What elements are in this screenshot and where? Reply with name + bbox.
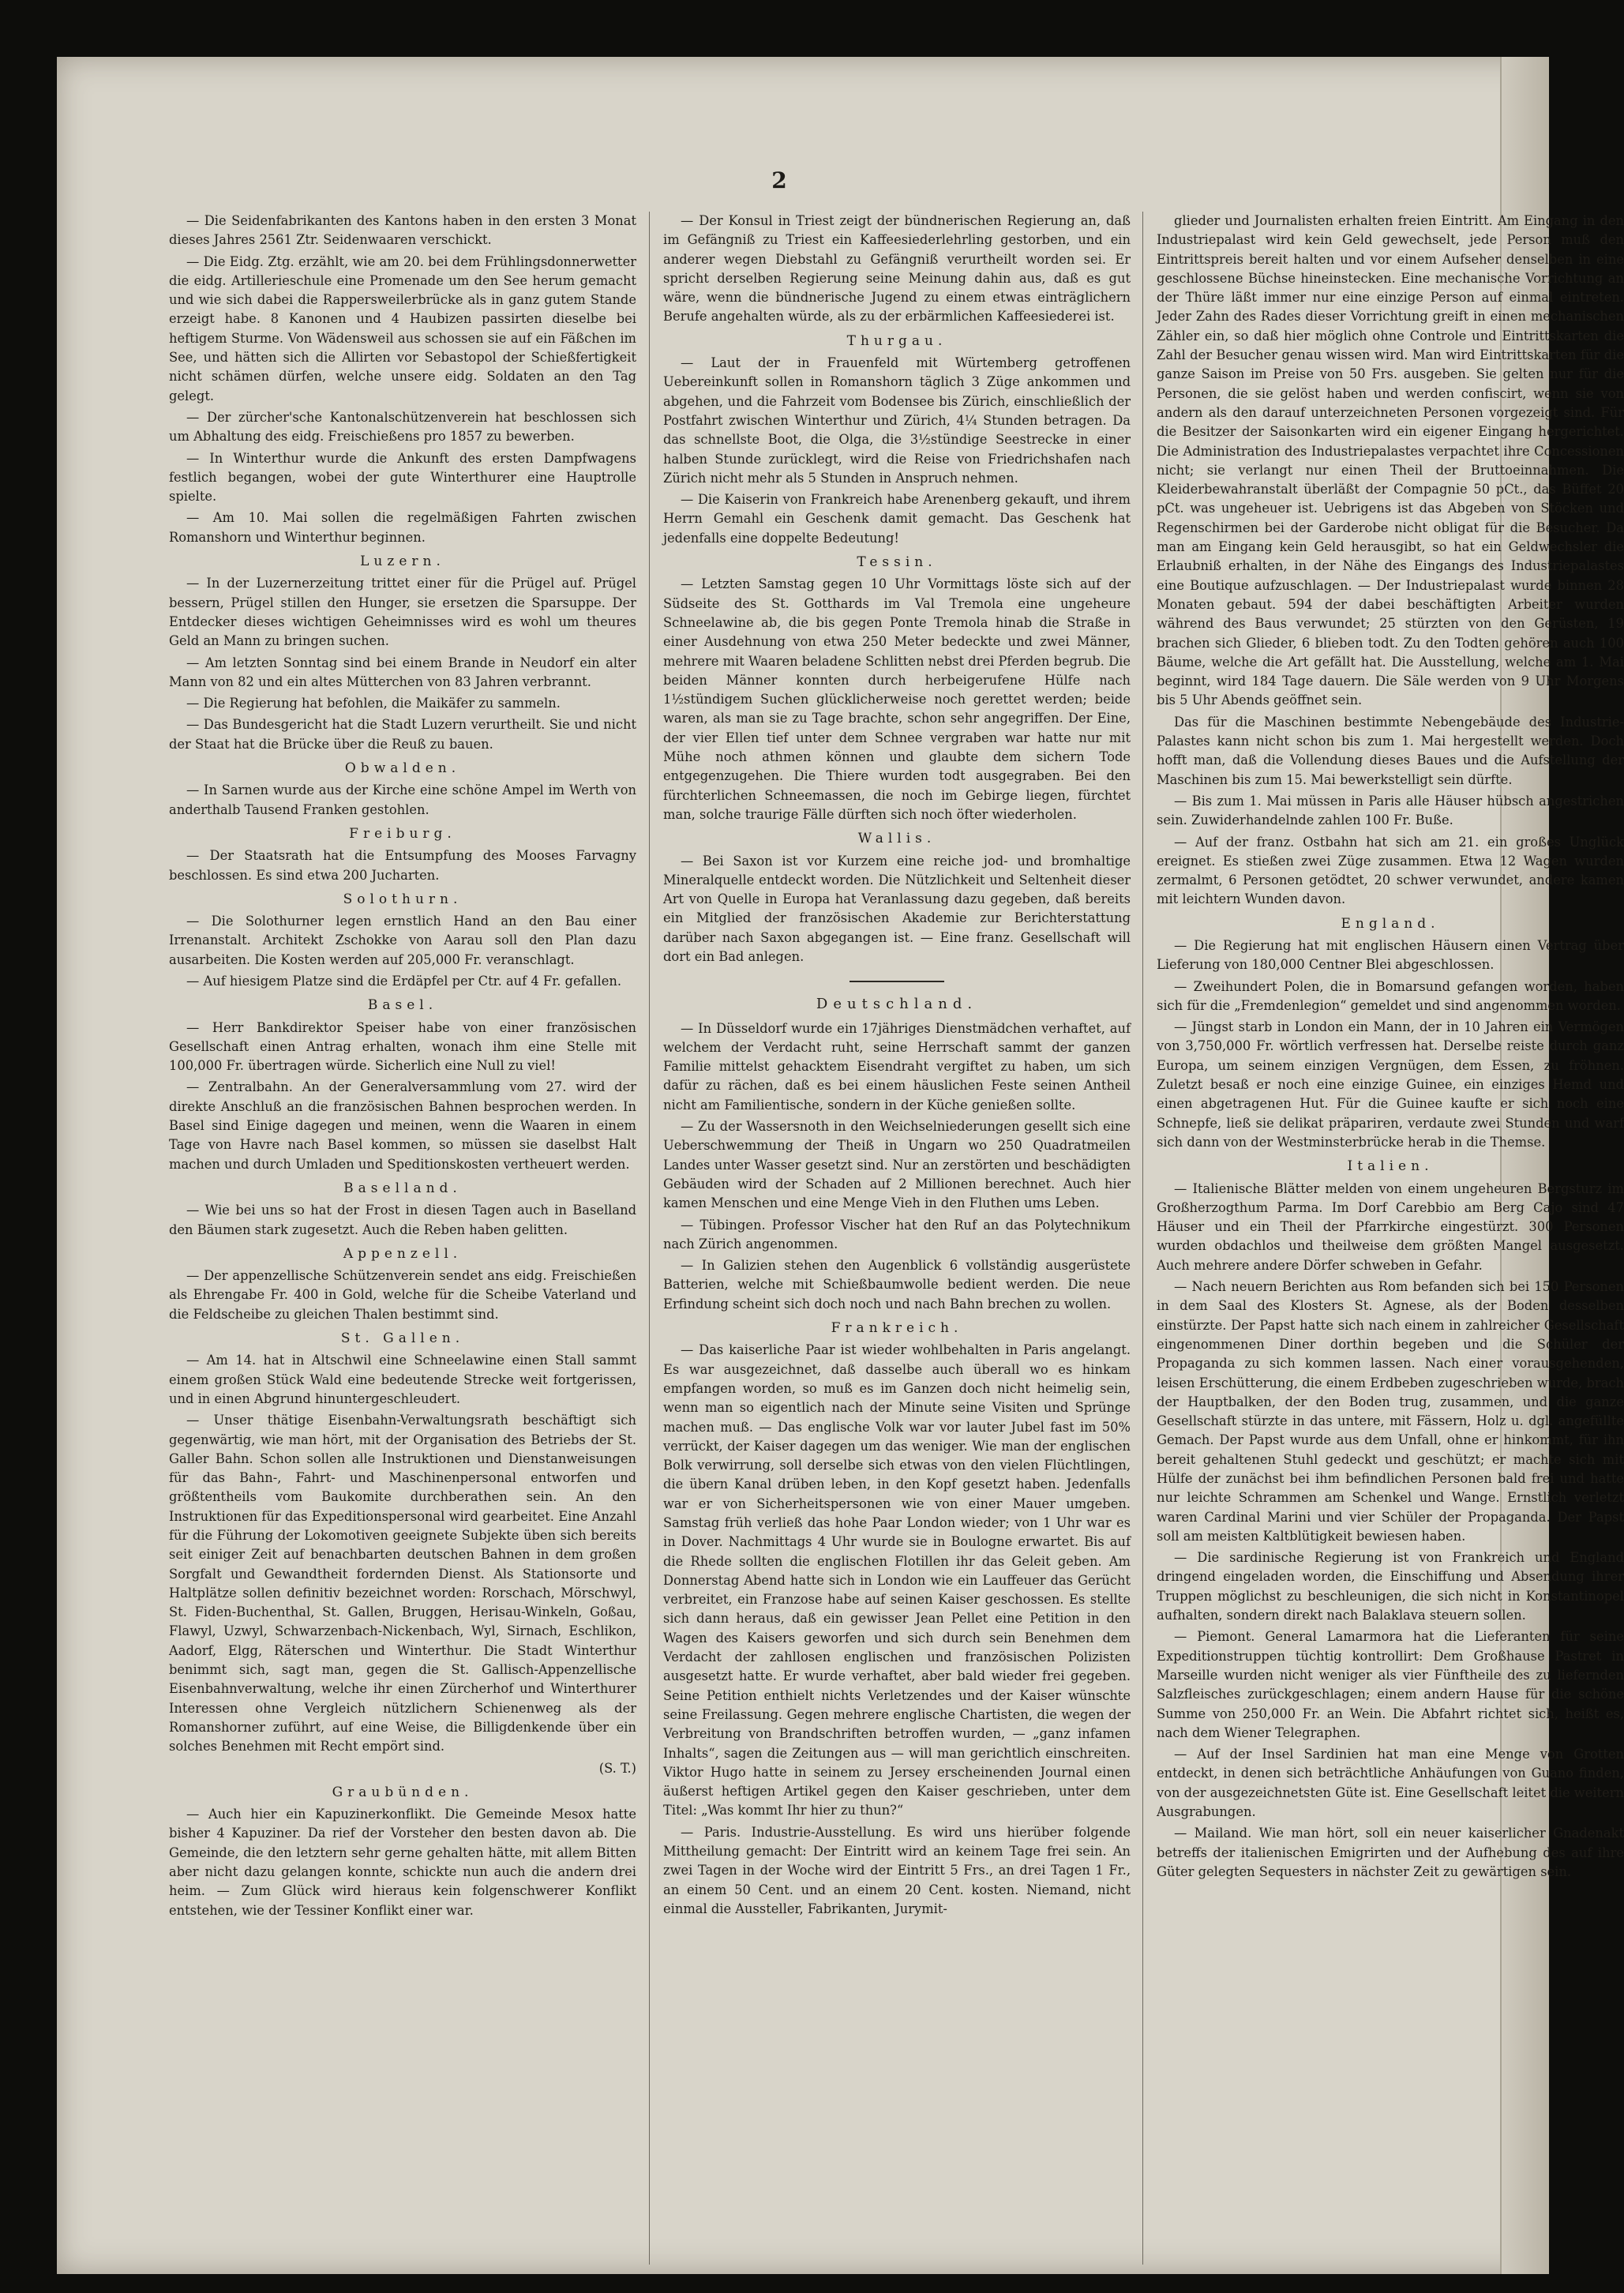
article-paragraph: — Das Bundesgericht hat die Stadt Luzern verurtheilt. Sie und nicht der Staat hat die Brücke über die Reuß zu bauen.: [169, 717, 636, 752]
article-paragraph: — In Winterthur wurde die Ankunft des ersten Dampfwagens festlich begangen, wobei der gute Winterthurer eine Hauptrolle spielte.: [169, 450, 636, 505]
article-paragraph: — Auch hier ein Kapuzinerkonflikt. Die Gemeinde Mesox hatte bisher 4 Kapuziner. Da rief der Vorsteher den besten davon ab. Die Gemeinde, die den letztern sehr gerne gehalten hätte, mit allem Bitten aber nicht dazu gelangen konnte, schickte nun auch die andern drei heim. — Zum Glück wird hieraus kein folgenschwerer Konflikt entstehen, wie der Tessiner Konflikt einer war.: [169, 1807, 636, 1918]
article-paragraph: — Die sardinische Regierung ist von Frankreich und England dringend eingeladen worden, die Einschiffung und Absendung ihrer Truppen möglichst zu beschleunigen, die sich nicht in Konstantinopel aufhalten, sondern direkt nach Balaklava steuern sollen.: [1157, 1550, 1624, 1623]
article-paragraph: — Die Seidenfabrikanten des Kantons haben in den ersten 3 Monat dieses Jahres 2561 Ztr. Seidenwaaren verschickt.: [169, 213, 636, 248]
page-number: 2: [771, 167, 787, 193]
article-paragraph: — Die Regierung hat mit englischen Häusern einen Vertrag über Lieferung von 180,000 Centner Blei abgeschlossen.: [1157, 937, 1624, 973]
section-heading: Deutschland.: [816, 996, 978, 1013]
article-paragraph: — Auf der Insel Sardinien hat man eine Menge von Grotten entdeckt, in denen sich beträchtliche Anhäufungen von Guano finden, von der ausgezeichnetsten Güte ist. Eine Gesellschaft leitet die weitern Ausgrabungen.: [1157, 1747, 1624, 1820]
region-heading: Tessin.: [857, 554, 937, 571]
region-heading: England.: [1341, 915, 1440, 932]
article-paragraph: — Nach neuern Berichten aus Rom befanden sich bei 150 Personen in dem Saal des Klosters St. Agnese, als der Boden desselben einstürzte. Der Papst hatte sich nach einem in zahlreicher Gesellschaft eingenommenen Diner dorthin begeben und die Schüler der Propaganda zu sich kommen lassen. Nach einer vorausgehenden, leisen Erschütterung, die einem Erdbeben zugeschrieben wurde, brach der Hauptbalken, der den Boden trug, zusammen, und die ganze Gesellschaft stürzte in das untere, mit Fässern, Holz u. dgl. angefüllte Gemach. Der Papst wurde aus dem Unfall, ohne er hinkommt, für ihn bereit gehaltenen Stuhl gedeckt und geschützt; er machte sich mit Hülfe der zunächst bei ihm befindlichen Personen bald frei und hatte nur leichte Schrammen am Schenkel und Wange. Ernstlich verletzt waren Cardinal Marini und vier Schüler der Propaganda. Der Papst soll am meisten Kaltblütigkeit bewiesen haben.: [1157, 1279, 1624, 1544]
column-middle: [663, 212, 1131, 1921]
article-paragraph: — Italienische Blätter melden von einem ungeheuren Bergsturz im Großherzogthum Parma. Im Dorf Carebbio am Berg Cajo sind 47 Häuser und ein Theil der Pfarrkirche eingestürzt. 300 Personen wurden obdachlos und theilweise dem größten Mangel ausgesetzt. Auch mehrere andere Dörfer schweben in Gefahr.: [1157, 1180, 1624, 1273]
article-paragraph: — In der Luzernerzeitung trittet einer für die Prügel auf. Prügel bessern, Prügel stillen den Hunger, sie ersetzen die Sparsuppe. Der Entdecker dieses wichtigen Geheimnisses wird es wohl um theures Geld an Mann zu bringen suchen.: [169, 576, 636, 649]
article-paragraph: — Am letzten Sonntag sind bei einem Brande in Neudorf ein alter Mann von 82 und ein altes Mütterchen von 83 Jahren verbrannt.: [169, 655, 636, 689]
article-paragraph: — Bei Saxon ist vor Kurzem eine reiche jod- und bromhaltige Mineralquelle entdeckt worden. Die Nützlichkeit und Seltenheit dieser Art von Quelle in Europa hat Veranlassung dazu gegeben, daß bereits ein Mitglied der französischen Akademie zur Berichterstattung darüber nach Saxon abgegangen ist. — Eine franz. Gesellschaft will dort ein Bad anlegen.: [663, 853, 1131, 964]
article-paragraph: — In Sarnen wurde aus der Kirche eine schöne Ampel im Werth von anderthalb Tausend Franken gestohlen.: [169, 782, 636, 817]
region-heading: Obwalden.: [344, 760, 461, 777]
article-paragraph: — Das kaiserliche Paar ist wieder wohlbehalten in Paris angelangt. Es war ausgezeichnet, daß dasselbe auch überall wo es hinkam empfangen worden, so muß es im Ganzen doch nicht heimelig sein, wenn man so eigentlich nach der Minute seine Visiten und Sprünge machen muß. — Das englische Volk war vor lauter Jubel fast im 50% verrückt, der Kaiser dagegen um das weniger. Wie man der englischen Bolk verwirrung, soll derselbe sich etwas von den vielen Flüchtlingen, die übern Kanal drüben leben, in den Kopf gesetzt haben. Jedenfalls war er von Sicherheitspersonen wie von einer Mauer umgeben. Samstag früh verließ das hohe Paar London wieder; von 1 Uhr war es in Dover. Nachmittags 4 Uhr wurde sie in Boulogne erwartet. Bis auf die Rhede sollten die englischen Flotillen ihr das Geleit geben. Am Donnerstag Abend hatte sich in London wie ein Lauffeuer das Gerücht verbreitet, ein Franzose habe auf seinen Kaiser geschossen. Es stellte sich dann heraus, daß ein gewisser Jean Pellet eine Petition in den Wagen des Kaisers geworfen und sich durch sein Benehmen dem Verdacht der zahllosen englischen und französischen Polizisten ausgesetzt hatte. Er wurde verhaftet, aber bald wieder frei gegeben. Seine Petition enthielt nichts Verletzendes und der Kaiser wünschte seine Freilassung. Gegen mehrere englische Chartisten, die wegen der Verbreitung von Brandschriften betroffen wurden, — „ganz infamen Inhalts“, sagen die Zeitungen aus — will man gerichtlich einschreiten. Viktor Hugo hatte in seinem zu Jersey erscheinenden Journal einen äußerst heftigen Artikel gegen den Kaiser geschrieben, unter dem Titel: „Was kommt Ihr hier zu thun?“: [663, 1342, 1131, 1818]
article-paragraph: — Jüngst starb in London ein Mann, der in 10 Jahren ein Vermögen von 3,750,000 Fr. wörtlich verfressen hat. Derselbe reiste durch ganz Europa, um seinem einzigen Vergnügen, dem Essen, zu fröhnen. Zuletzt besaß er noch eine einzige Guinee, ein einziges Hemd und einen abgetragenen Hut. Für die Guinee kaufte er sich noch eine Schnepfe, ließ sie delikat präpariren, verdaute zwei Stunden und warf sich dann von der Westminsterbrücke herab in die Themse.: [1157, 1019, 1624, 1150]
article-paragraph: — Wie bei uns so hat der Frost in diesen Tagen auch in Baselland den Bäumen stark zugesetzt. Auch die Reben haben gelitten.: [169, 1203, 636, 1237]
article-paragraph: — Tübingen. Professor Vischer hat den Ruf an das Polytechnikum nach Zürich angenommen.: [663, 1217, 1131, 1252]
newspaper-page: [57, 57, 1624, 2274]
article-paragraph: — Die Regierung hat befohlen, die Maikäfer zu sammeln.: [186, 696, 561, 711]
article-paragraph: — Auf der franz. Ostbahn hat sich am 21. ein großes Unglück ereignet. Es stießen zwei Züge zusammen. Etwa 12 Wagen wurden zermalmt, 6 Personen getödtet, 20 schwer verwundet, andere kamen mit leichtern Wunden davon.: [1157, 834, 1624, 907]
region-heading: Baselland.: [343, 1180, 462, 1196]
region-heading: Freiburg.: [349, 825, 456, 842]
article-paragraph: — Der Staatsrath hat die Entsumpfung des Mooses Farvagny beschlossen. Es sind etwa 200 Jucharten.: [169, 848, 636, 883]
article-paragraph: — Herr Bankdirektor Speiser habe von einer französischen Gesellschaft einen Antrag erhalten, wonach ihm eine Stelle mit 100,000 Fr. übertragen würde. Sicherlich eine Null zu viel!: [169, 1019, 636, 1074]
region-heading: Basel.: [367, 997, 438, 1014]
region-heading: Frankreich.: [831, 1320, 963, 1337]
article-paragraph: — Laut der in Frauenfeld mit Würtemberg getroffenen Uebereinkunft sollen in Romanshorn täglich 3 Züge ankommen und abgehen, und die Fahrzeit vom Bodensee bis Zürich, einschließlich der Postfahrt zwischen Winterthur und Zürich, 4¼ Stunden betragen. Da das schnellste Boot, die Olga, die 3½stündige Seestrecke in einer halben Stunde zurücklegt, wird die Reise von Friedrichshafen nach Zürich nicht mehr als 5 Stunden in Anspruch nehmen.: [663, 355, 1131, 486]
article-paragraph: — Am 10. Mai sollen die regelmäßigen Fahrten zwischen Romanshorn und Winterthur beginnen.: [169, 510, 636, 545]
article-paragraph: glieder und Journalisten erhalten freien Eintritt. Am Eingang in den Industriepalast wird kein Geld gewechselt, jede Person muß den Eintrittspreis bereit halten und vor einem Aufseher denselben in eine geschlossene Büchse hineinstecken. Eine mechanische Vorrichtung an der Thüre läßt immer nur eine einzige Person auf einmal eintreten. Jeder Zahn des Rades dieser Vorrichtung greift in einen mechanischen Zähler ein, so daß hier möglich ohne Controle und Eintrittskarten die Zahl der Besucher genau wissen wird. Man wird Eintrittskarten für die ganze Saison im Preise von 50 Frs. ausgeben. Sie gelten nur für die Personen, die sie gelöst haben und werden confiscirt, wenn sie von andern als den darauf unterzeichneten Personen vorgezeigt sind. Für die Besitzer der Saisonkarten wird ein eigener Eingang hergerichtet. Die Administration des Industriepalastes verpachtet ihre Concessionen nicht; sie verlangt nur einen Theil der Bruttoeinnahmen. Die Kleiderbewahranstalt überläßt der Compagnie 50 pCt., das Büffet 20 pCt. was ungeheuer ist. Uebrigens ist das Abgeben von Stöcken und Regenschirmen bei der Garderobe nicht obligat für die Besucher. Da man am Eingang kein Geld herausgibt, so hat ein Geldwechsler die Erlaubniß erhalten, in der Nähe des Eingangs des Industriepalastes eine Boutique aufzuschlagen. — Der Industriepalast wurde binnen 28 Monaten gebaut. 594 der dabei beschäftigten Arbeiter wurden während des Baus verwundet; 25 stürzten von den Gerüsten, 19 brachen sich Glieder, 6 blieben todt. Zu den Todten gehören auch 100 Bäume, welche die Art gefällt hat. Die Ausstellung, welche am 1. Mai beginnt, wird 184 Tage dauern. Die Säle werden von 9 Uhr Morgens bis 5 Uhr Abends geöffnet sein.: [1157, 213, 1624, 708]
article-paragraph: — Auf hiesigem Platze sind die Erdäpfel per Ctr. auf 4 Fr. gefallen.: [186, 973, 622, 989]
article-paragraph: — Zu der Wassersnoth in den Weichselniederungen gesellt sich eine Ueberschwemmung der Theiß in Ungarn wo 250 Quadratmeilen Landes unter Wasser gesetzt sind. Nur an zerstörten und beschädigten Gebäuden wird der Schaden auf 2 Millionen berechnet. Auch hier kamen Menschen und eine Menge Vieh in den Fluthen ums Leben.: [663, 1119, 1131, 1211]
article-paragraph: — Die Eidg. Ztg. erzählt, wie am 20. bei dem Frühlingsdonnerwetter die eidg. Artillerieschule eine Promenade um den See herum gemacht und wie sich dabei die Rappersweilerbrücke als in ganz gutem Stande erzeigt habe. 8 Kanonen und 4 Haubizen passirten dieselbe bei heftigem Sturme. Von Wädensweil aus schossen sie auf ein Fäßchen im See, und hätten sich die Allirten vor Sebastopol der Schießfertigkeit nicht schämen dürfen, welche unsere eidg. Soldaten an den Tag gelegt.: [169, 253, 636, 403]
article-paragraph: — Der Konsul in Triest zeigt der bündnerischen Regierung an, daß im Gefängniß zu Triest ein Kaffeesiederlehrling gestorben, und ein anderer wegen Diebstahl zu Gefängniß verurtheilt worden sei. Er spricht derselben Regierung seine Meinung dahin aus, daß es gut wäre, wenn die bündnerische Jugend zu einem etwas einträglichern Berufe angehalten würde, als zu der erbärmlichen Kaffeesiederei ist.: [663, 213, 1131, 325]
article-paragraph: — Die Solothurner legen ernstlich Hand an den Bau einer Irrenanstalt. Architekt Zschokke von Aarau soll den Plan dazu ausarbeiten. Die Kosten werden auf 205,000 Fr. veranschlagt.: [169, 914, 636, 967]
column-rule: [649, 212, 650, 2265]
article-paragraph: — Piemont. General Lamarmora hat die Lieferanten für seine Expeditionstruppen tüchtig kontrollirt: Dem Großhause Pastret in Marseille wurden nicht weniger als vier Fünftheile des zu liefernden Salzfleisches zurückgeschlagen; einem andern Hause für die schöne Summe von 250,000 Fr. an Wein. Die Abfahrt richtet sich, heißt es, nach dem Wiener Telegraphen.: [1157, 1629, 1624, 1740]
region-heading: St. Gallen.: [340, 1330, 465, 1347]
article-paragraph: — Der zürcher'sche Kantonalschützenverein hat beschlossen sich um Abhaltung des eidg. Freischießens pro 1857 zu bewerben.: [169, 409, 636, 445]
article-paragraph: — Zentralbahn. An der Generalversammlung vom 27. wird der direkte Anschluß an die französischen Bahnen besprochen werden. In Basel sind Einige dagegen und meinen, wenn die Waaren in einem Tage von Havre nach Basel kommen, so müssen sie daselbst Halt machen und durch Umladen und Speditionskosten vertheuert werden.: [169, 1079, 636, 1172]
article-paragraph: — In Düsseldorf wurde ein 17jähriges Dienstmädchen verhaftet, auf welchem der Verdacht ruht, seine Herrschaft sammt der ganzen Familie mittelst gehacktem Eisendraht vergiftet zu haben, um sich dafür zu rächen, daß es bei einem häuslichen Feste seinen Antheil nicht am Familientische, sondern in der Küche genießen sollte.: [663, 1020, 1131, 1113]
region-heading: Italien.: [1347, 1158, 1434, 1175]
source-signature: (S. T.): [598, 1760, 636, 1776]
region-heading: Appenzell.: [343, 1245, 463, 1262]
section-divider: [850, 981, 944, 982]
article-paragraph: — Bis zum 1. Mai müssen in Paris alle Häuser hübsch angestrichen sein. Zuwiderhandelnde zahlen 100 Fr. Buße.: [1157, 793, 1624, 828]
article-paragraph: — Mailand. Wie man hört, soll ein neuer kaiserlicher Gnadenakt betreffs der italienischen Emigrirten und der Aufhebung des auf ihre Güter gelegten Sequesters in nächster Zeit zu gewärtigen sein.: [1157, 1826, 1624, 1879]
article-paragraph: — Der appenzellische Schützenverein sendet ans eidg. Freischießen als Ehrengabe Fr. 400 in Gold, welche für die Scheibe Vaterland und die Feldscheibe zu gleichen Thalen bestimmt sind.: [169, 1268, 636, 1322]
column-right: [1157, 212, 1624, 1884]
article-paragraph: — Die Kaiserin von Frankreich habe Arenenberg gekauft, und ihrem Herrn Gemahl ein Geschenk damit gemacht. Das Geschenk hat jedenfalls eine doppelte Bedeutung!: [663, 492, 1131, 546]
article-paragraph: — Am 14. hat in Altschwil eine Schneelawine einen Stall sammt einem großen Stück Wald eine bedeutende Strecke weit fortgerissen, und in einen Abgrund hinuntergeschleudert.: [169, 1353, 636, 1406]
article-paragraph: Das für die Maschinen bestimmte Nebengebäude des Industrie-Palastes kann nicht schon bis zum 1. Mai hergestellt werden. Doch hofft man, daß die Vollendung dieses Baues und die Aufstellung der Maschinen bis zum 15. Mai bewerkstelligt sein dürfte.: [1157, 714, 1624, 787]
article-paragraph: — Paris. Industrie-Ausstellung. Es wird uns hierüber folgende Mittheilung gemacht: Der Eintritt wird an keinem Tage frei sein. An zwei Tagen in der Woche wird der Eintritt 5 Frs., an drei Tagen 1 Fr., an einem 50 Cent. und an einem 20 Cent. kosten. Niemand, nicht einmal die Aussteller, Fabrikanten, Jurymit-: [663, 1824, 1131, 1916]
article-paragraph: — Zweihundert Polen, die in Bomarsund gefangen worden, haben sich für die „Fremdenlegion“ gemeldet und sind angenommen worden.: [1157, 978, 1624, 1013]
region-heading: Solothurn.: [343, 891, 463, 907]
region-heading: Thurgau.: [846, 332, 947, 349]
column-rule: [1142, 212, 1143, 2265]
column-left: [169, 212, 636, 1923]
region-heading: Wallis.: [857, 831, 936, 847]
article-paragraph: — In Galizien stehen den Augenblick 6 vollständig ausgerüstete Batterien, welche mit Schießbaumwolle bedient werden. Die neue Erfindung scheint sich doch noch und nach Bahn brechen zu wollen.: [663, 1258, 1131, 1312]
article-paragraph: — Letzten Samstag gegen 10 Uhr Vormittags löste sich auf der Südseite des St. Gotthards im Val Tremola eine ungeheure Schneelawine ab, die bis gegen Ponte Tremola hinab die Straße in einer Ausdehnung von etwa 250 Meter bedeckte und zwei Männer, mehrere mit Waaren beladene Schlitten nebst drei Pferden begrub. Die beiden Männer konnten durch herbeigerufene Hülfe nach 1½stündigem Suchen glücklicherweise noch gerettet werden; beide waren, als man sie zu Tage brachte, schon sehr angegriffen. Der Eine, der vier Ellen tief unter dem Schnee vergraben war hatte nur mit Mühe noch athmen können und glaubte dem sichern Tode entgegenzugehen. Die Thiere wurden todt ausgegraben. Bei den fürchterlichen Schneemassen, die noch im Gebirge liegen, fürchtet man, solche traurige Fälle dürften sich noch öfter wiederholen.: [663, 576, 1131, 822]
region-heading: Graubünden.: [332, 1784, 474, 1800]
article-paragraph: — Unser thätige Eisenbahn-Verwaltungsrath beschäftigt sich gegenwärtig, wie man hört, mit der Organisation des Betriebs der St. Galler Bahn. Schon sollen alle Instruktionen und Dienstanweisungen für das Bahn-, Fahrt- und Maschinenpersonal entworfen und größtentheils vom Baukomite durchberathen sein. An den Instruktionen für das Expeditionspersonal wird gearbeitet. Eine Anzahl für die Führung der Lokomotiven geeignete Subjekte üben sich bereits seit einiger Zeit auf benachbarten deutschen Bahnen in dem großen Sorgfalt und Gewandtheit fordernden Dienst. Als Stationsorte und Haltplätze sollen definitiv bezeichnet worden: Rorschach, Mörschwyl, St. Fiden-Buchenthal, St. Gallen, Bruggen, Herisau-Winkeln, Goßau, Flawyl, Uzwyl, Schwarzenbach-Nickenbach, Wyl, Sirnach, Eschlikon, Aadorf, Elgg, Räterschen und Winterthur. Die Stadt Winterthur benimmt sich, sagt man, gegen die St. Gallisch-Appenzellische Eisenbahnverwaltung, welche ihr einen Zürcherhof und Winterthurer Interessen ohne Vergleich nützlichern Schienenweg als der Romanshorner zuführt, auf eine Weise, die Billigdenkende über ein solches Benehmen mit Recht empört sind.: [169, 1413, 636, 1754]
region-heading: Luzern.: [360, 554, 445, 570]
